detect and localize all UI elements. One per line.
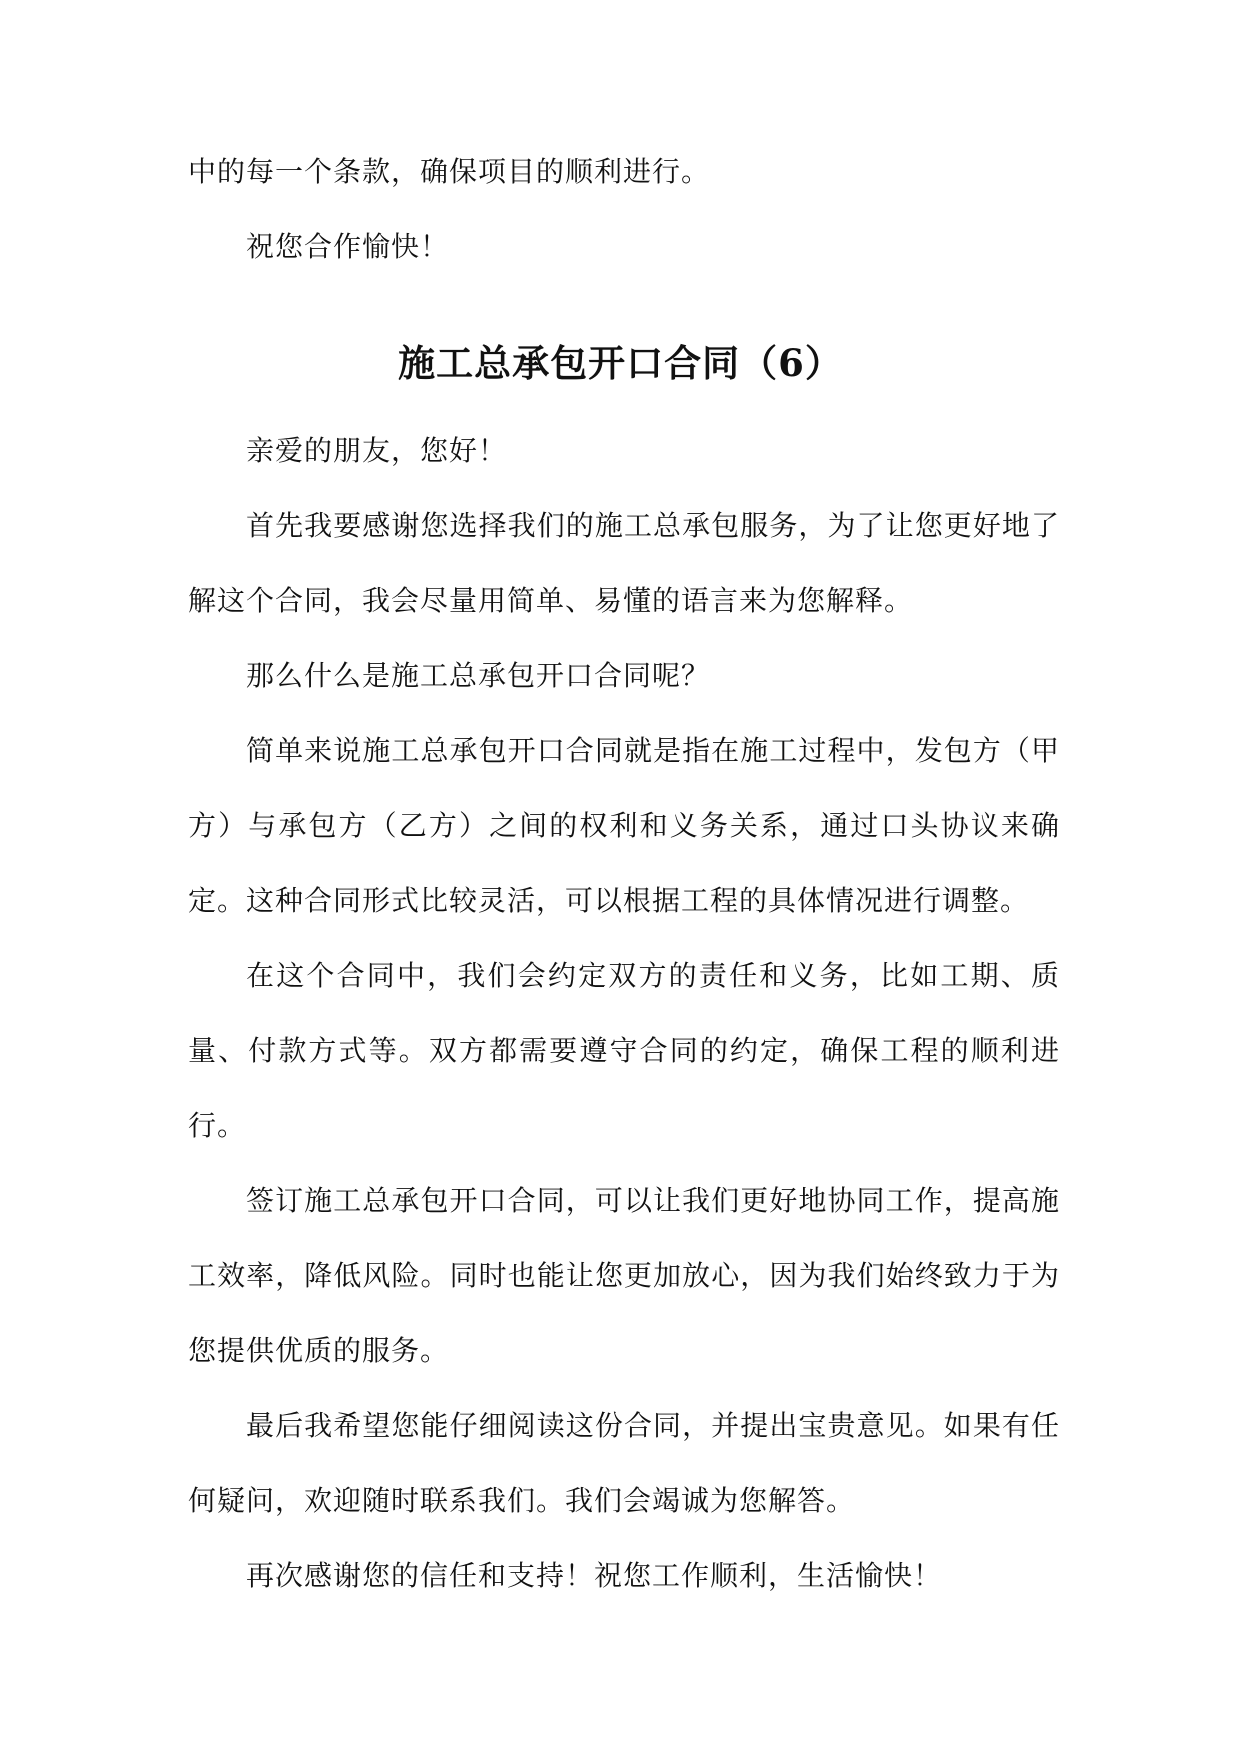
top-section	[188, 134, 1060, 284]
continuation-paragraph: 中的每一个条款，确保项目的顺利进行。	[188, 155, 711, 188]
body-paragraph: 那么什么是施工总承包开口合同呢？	[246, 659, 711, 692]
body-paragraph: 最后我希望您能仔细阅读这份合同，并提出宝贵意见。如果有任何疑问，欢迎随时联系我们。我们会竭诚为您解答。	[188, 1409, 1060, 1517]
greeting-paragraph: 亲爱的朋友，您好！	[246, 434, 508, 467]
letter-body	[188, 413, 1060, 1613]
document-title: 施工总承包开口合同（6）	[398, 341, 843, 385]
body-paragraph: 首先我要感谢您选择我们的施工总承包服务，为了让您更好地了解这个合同，我会尽量用简单、易懂的语言来为您解释。	[188, 509, 1060, 617]
body-paragraph: 简单来说施工总承包开口合同就是指在施工过程中，发包方（甲方）与承包方（乙方）之间的权利和义务关系，通过口头协议来确定。这种合同形式比较灵活，可以根据工程的具体情况进行调整。	[188, 734, 1060, 917]
body-paragraph: 在这个合同中，我们会约定双方的责任和义务，比如工期、质量、付款方式等。双方都需要遵守合同的约定，确保工程的顺利进行。	[188, 959, 1060, 1142]
closing-thanks-paragraph: 再次感谢您的信任和支持！祝您工作顺利，生活愉快！	[246, 1559, 943, 1592]
closing-paragraph: 祝您合作愉快！	[246, 230, 450, 263]
body-paragraph: 签订施工总承包开口合同，可以让我们更好地协同工作，提高施工效率，降低风险。同时也能让您更加放心，因为我们始终致力于为您提供优质的服务。	[188, 1184, 1060, 1367]
